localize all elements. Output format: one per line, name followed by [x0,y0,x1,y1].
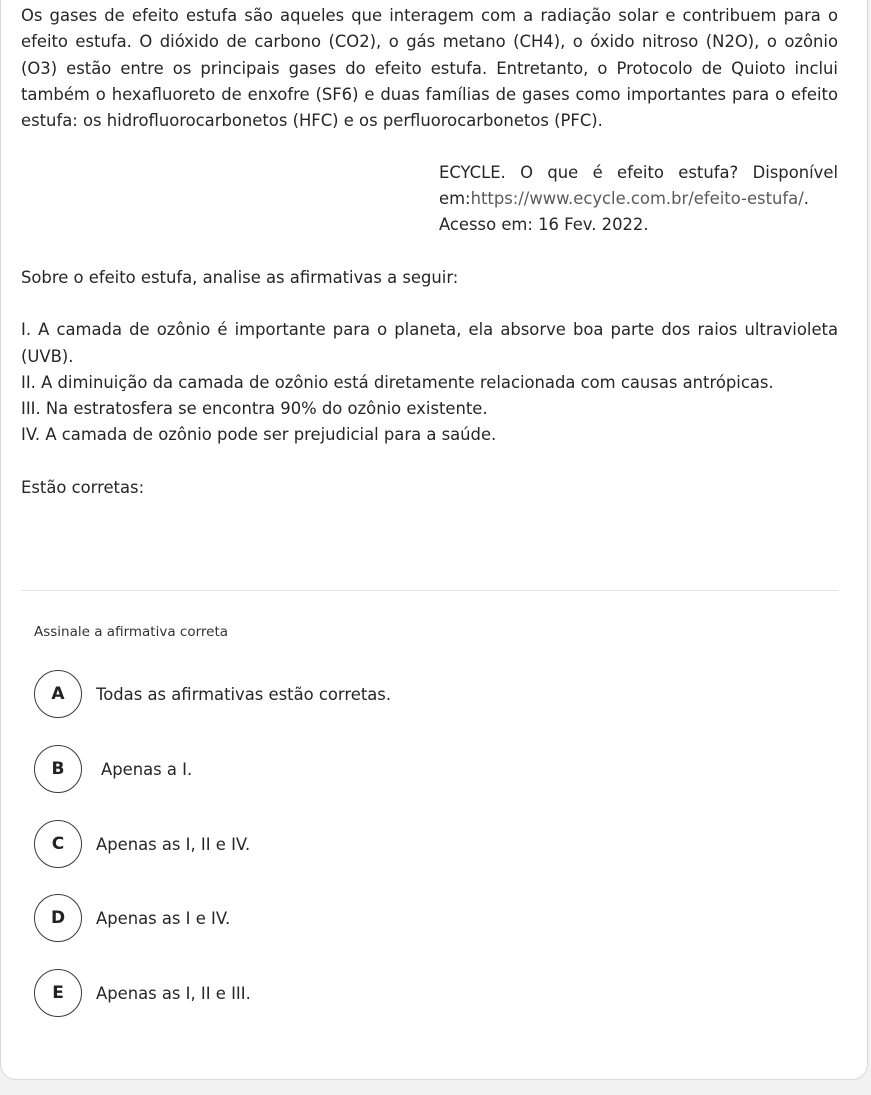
passage-text: Os gases de efeito estufa são aqueles que interagem com a radiação solar e contribuem para o efeito estufa. O dióxido de carbono (CO2), o gás metano (CH4), o óxido nitroso (N2O), o ozônio (O3) estão entre os principais gases do efeito estufa. Entretanto, o Protocolo de Quioto inclui também o hexafluoreto de enxofre (SF6) e duas famílias de gases como importantes para o efeito estufa: os hidrofluorocarbonetos (HFC) e os perfluorocarbonetos (PFC). [21,6,838,131]
statement-item: II. A diminuição da camada de ozônio está diretamente relacionada com causas antrópicas. [21,372,774,392]
option-e[interactable] [34,969,251,1017]
option-a[interactable] [34,670,391,718]
statement-item: I. A camada de ozônio é importante para o planeta, ela absorve boa parte dos raios ultravioleta (UVB). [21,320,838,366]
question-text: Sobre o efeito estufa, analise as afirmativas a seguir: [21,268,459,288]
option-letter-badge[interactable]: C [34,820,82,868]
citation [439,160,838,238]
answer-prompt: Estão corretas: [21,477,145,497]
statement-item: IV. A camada de ozônio pode ser prejudicial para a saúde. [21,425,497,445]
option-text[interactable]: Apenas as I, II e III. [96,983,251,1003]
option-letter-badge[interactable]: A [34,670,82,718]
citation-suffix: . Acesso em: 16 Fev. 2022. [439,189,809,235]
option-letter-badge[interactable]: D [34,894,82,942]
option-text[interactable]: Apenas a I. [101,759,193,779]
option-d[interactable] [34,894,230,942]
citation-prefix: ECYCLE. O que é efeito estufa? Disponível em: [439,163,838,209]
citation-url: https://www.ecycle.com.br/efeito-estufa/ [470,189,804,209]
option-letter-badge[interactable]: E [34,969,82,1017]
option-c[interactable] [34,820,250,868]
option-b[interactable] [34,745,192,793]
statement-item: III. Na estratosfera se encontra 90% do ozônio existente. [21,399,488,419]
question-content [21,3,838,501]
option-text[interactable]: Apenas as I, II e IV. [96,834,251,854]
option-letter-badge[interactable]: B [34,745,82,793]
instruction-text: Assinale a afirmativa correta [34,624,229,640]
option-text[interactable]: Apenas as I e IV. [96,908,231,928]
statements-list [21,317,838,448]
option-text[interactable]: Todas as afirmativas estão corretas. [96,684,392,704]
divider [21,590,838,591]
